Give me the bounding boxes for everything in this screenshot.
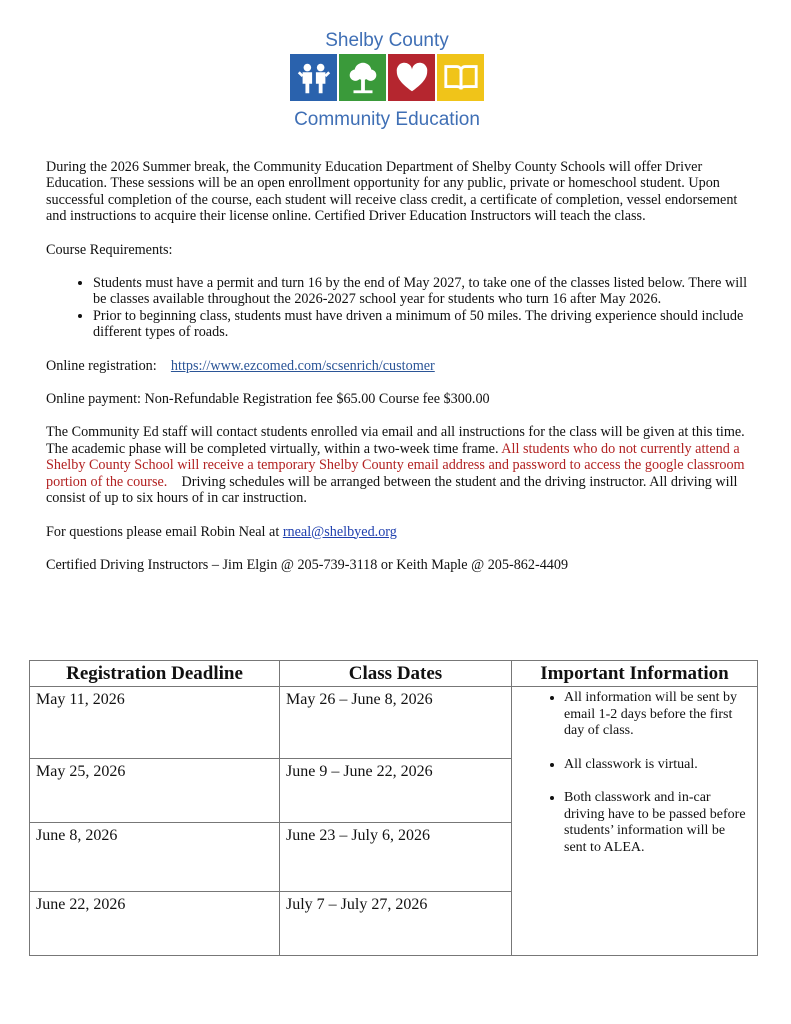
staff-text-end: Driving schedules will be arranged between the student and the driving instructor. All driving will consist of up to six hours of in car instruction.	[46, 473, 738, 507]
info-item: • All information will be sent by email 1-2 days before the first day of class.	[564, 690, 747, 740]
info-item: • All classwork is virtual.	[564, 757, 747, 774]
registration-link[interactable]: https://www.ezcomed.com/scsenrich/customer	[170, 357, 435, 374]
staff-paragraph	[46, 424, 756, 506]
dates-cell: June 9 – June 22, 2026	[280, 759, 512, 823]
info-cell	[512, 687, 758, 956]
requirements-list	[46, 275, 756, 341]
info-item: • Both classwork and in-car driving have to be passed before students’ information will be sent to ALEA.	[564, 790, 747, 856]
questions-line	[46, 524, 756, 540]
logo-tiles	[284, 54, 490, 101]
column-header: Registration Deadline	[30, 661, 280, 687]
instructors-line: Certified Driving Instructors – Jim Elgin @ 205-739-3118 or Keith Maple @ 205-862-4409	[46, 556, 569, 573]
deadline-cell: May 11, 2026	[30, 687, 280, 759]
logo-subtitle: Community Education	[294, 109, 480, 130]
tree-icon	[339, 54, 386, 101]
letter-body	[46, 159, 756, 590]
registration-label: Online registration:	[46, 357, 157, 374]
staff-red-notice: All students who do not currently attend a Shelby County School will receive a temporary Shelby County email address and password to access the google classroom portion of the course.	[46, 440, 745, 490]
logo	[284, 30, 490, 135]
children-icon	[290, 54, 337, 101]
logo-title: Shelby County	[325, 30, 449, 51]
requirements-heading: Course Requirements:	[46, 241, 173, 258]
questions-text: For questions please email Robin Neal at	[46, 523, 280, 540]
email-link[interactable]: rneal@shelbyed.org	[282, 523, 397, 540]
dates-cell: June 23 – July 6, 2026	[280, 823, 512, 892]
payment-line: Online payment: Non-Refundable Registration fee $65.00 Course fee $300.00	[46, 391, 490, 408]
column-header: Important Information	[512, 661, 758, 687]
table-row	[30, 687, 758, 759]
staff-text: The Community Ed staff will contact students enrolled via email and all instructions for the class will be given at this time. The academic phase will be completed virtually, within a two-week time frame.	[46, 424, 745, 457]
requirement-item: • Students must have a permit and turn 16 by the end of May 2027, to take one of the classes listed below. There will be classes available throughout the 2026-2027 school year for students who turn 16 after May 2026.	[93, 275, 756, 308]
deadline-cell: May 25, 2026	[30, 759, 280, 823]
dates-cell: May 26 – June 8, 2026	[280, 687, 512, 759]
info-list	[512, 690, 747, 856]
table-header-row	[30, 661, 758, 687]
dates-cell: July 7 – July 27, 2026	[280, 892, 512, 956]
deadline-cell: June 8, 2026	[30, 823, 280, 892]
registration-line	[46, 358, 756, 374]
intro-paragraph: During the 2026 Summer break, the Community Education Department of Shelby County Schools will offer Driver Education. These sessions will be an open enrollment opportunity for any public, private or homeschool student. Upon successful completion of the course, each student will receive class credit, a certificate of completion, vessel endorsement and instructions to acquire their license online. Certified Driver Education Instructors will teach the class.	[46, 159, 738, 225]
schedule-table	[29, 660, 758, 956]
column-header: Class Dates	[280, 661, 512, 687]
heart-icon	[388, 54, 435, 101]
requirement-item: • Prior to beginning class, students must have driven a minimum of 50 miles. The driving experience should include different types of roads.	[93, 308, 756, 341]
book-icon	[437, 54, 484, 101]
deadline-cell: June 22, 2026	[30, 892, 280, 956]
